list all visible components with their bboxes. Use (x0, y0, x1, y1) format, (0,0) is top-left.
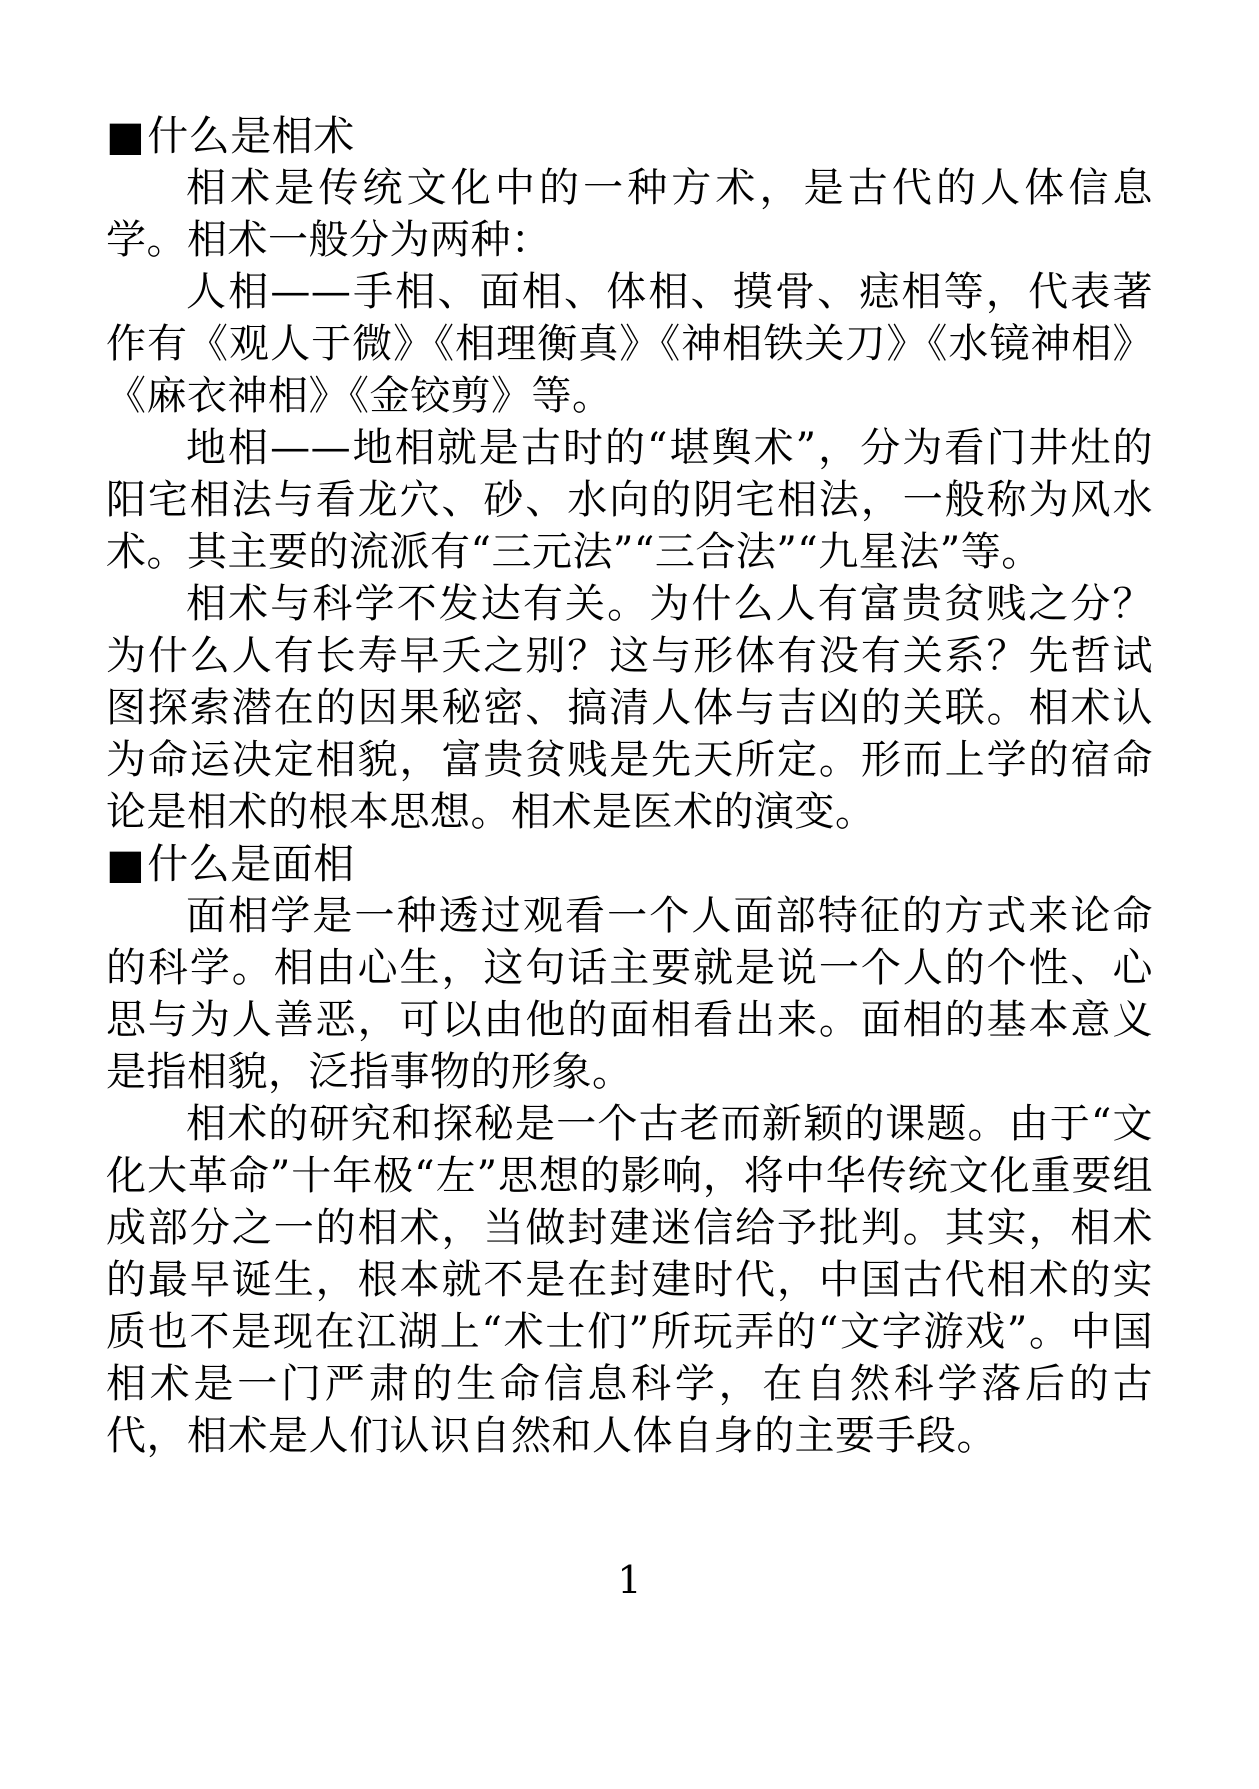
section-heading-what-is-mianxiang (106, 838, 1153, 890)
page-footer (106, 1558, 1153, 1602)
paragraph: 相术的研究和探秘是一个古老而新颖的课题。由于“文化大革命”十年极“左”思想的影响，将中华传统文化重要组成部分之一的相术，当做封建迷信给予批判。其实，相术的最早诞生，根本就不是在封建时代，中国古代相术的实质也不是现在江湖上“术士们”所玩弄的“文字游戏”。中国相术是一门严肃的生命信息科学，在自然科学落后的古代，相术是人们认识自然和人体自身的主要手段。 (106, 1101, 1153, 1459)
section-bullet-icon: ■ (106, 840, 146, 888)
paragraph: 地相——地相就是古时的“堪舆术”，分为看门井灶的阳宅相法与看龙穴、砂、水向的阴宅相法，一般称为风水术。其主要的流派有“三元法”“三合法”“九星法”等。 (106, 425, 1153, 575)
section-heading-what-is-xiangshu (106, 110, 1153, 162)
document-body (106, 110, 1153, 1462)
paragraph: 相术是传统文化中的一种方术，是古代的人体信息学。相术一般分为两种： (106, 165, 1153, 263)
section-heading-text: 什么是面相 (147, 840, 355, 888)
section-bullet-icon: ■ (106, 112, 146, 160)
paragraph: 相术与科学不发达有关。为什么人有富贵贫贱之分？为什么人有长寿早夭之别？这与形体有没有关系？先哲试图探索潜在的因果秘密、搞清人体与吉凶的关联。相术认为命运决定相貌，富贵贫贱是先天所定。形而上学的宿命论是相术的根本思想。相术是医术的演变。 (106, 581, 1153, 835)
page-number: 1 (617, 1558, 642, 1602)
paragraph: 面相学是一种透过观看一个人面部特征的方式来论命的科学。相由心生，这句话主要就是说一个人的个性、心思与为人善恶，可以由他的面相看出来。面相的基本意义是指相貌，泛指事物的形象。 (106, 893, 1153, 1095)
section-heading-text: 什么是相术 (147, 112, 355, 160)
paragraph: 人相——手相、面相、体相、摸骨、痣相等，代表著作有《观人于微》《相理衡真》《神相铁关刀》《水镜神相》《麻衣神相》《金铰剪》等。 (106, 269, 1153, 419)
